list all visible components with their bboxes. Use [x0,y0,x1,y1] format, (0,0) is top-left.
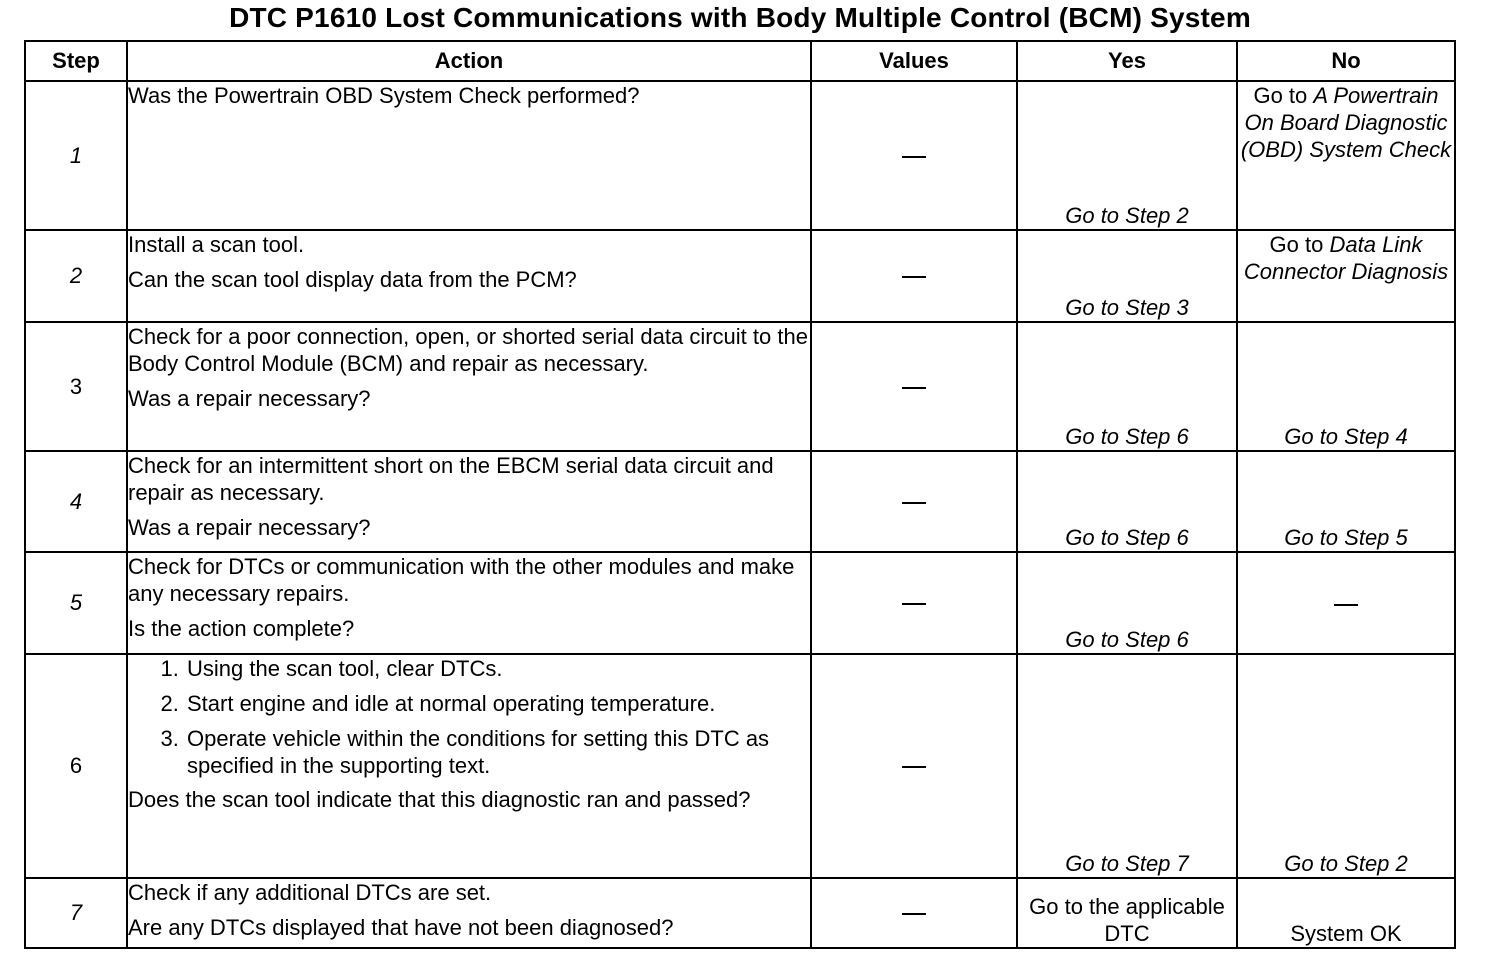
table-row [25,654,1455,878]
action-question: Are any DTCs displayed that have not been diagnosed? [128,915,674,940]
action-text: Check for an intermittent short on the EBCM serial data circuit and repair as necessary. [128,453,774,505]
no-prefix: Go to [1253,83,1308,108]
dash-mark [1334,604,1358,606]
action-text: Check for a poor connection, open, or shorted serial data circuit to the Body Control Module (BCM) and repair as necessary. [128,324,808,376]
header-action: Action [127,41,811,81]
header-values: Values [811,41,1017,81]
table-row [25,552,1455,654]
no-cell: Go to Step 4 [1237,322,1455,451]
header-step: Step [25,41,127,81]
action-question: Does the scan tool indicate that this diagnostic ran and passed? [128,787,751,812]
header-yes: Yes [1017,41,1237,81]
header-row [25,41,1455,81]
table-row [25,451,1455,552]
action-question: Was a repair necessary? [128,386,371,411]
step-number: 6 [25,654,127,878]
dash-mark [902,156,926,158]
no-cell [1237,552,1455,654]
values-cell [811,451,1017,552]
yes-cell: Go to Step 3 [1017,230,1237,322]
header-no: No [1237,41,1455,81]
table-row [25,878,1455,948]
page-title: DTC P1610 Lost Communications with Body Multiple Control (BCM) System [229,2,1251,33]
dtc-table [24,40,1456,949]
action-cell [127,81,811,230]
dash-mark [902,913,926,915]
values-cell [811,81,1017,230]
action-cell [127,552,811,654]
no-cell: Go to Step 2 [1237,654,1455,878]
no-prefix: Go to [1269,232,1324,257]
values-cell [811,322,1017,451]
dash-mark [902,766,926,768]
yes-cell: Go to Step 6 [1017,322,1237,451]
yes-cell: Go to Step 6 [1017,451,1237,552]
table-row [25,81,1455,230]
action-cell [127,654,811,878]
table-row [25,230,1455,322]
step-number: 1 [25,81,127,230]
table-row [25,322,1455,451]
action-text: Check for DTCs or communication with the other modules and make any necessary repairs. [128,554,795,606]
no-link: Data Link Connector Diagnosis [1243,232,1449,284]
action-cell [127,230,811,322]
step-number: 4 [25,451,127,552]
list-item: 1. Using the scan tool, clear DTCs. [185,655,810,682]
action-cell [127,451,811,552]
no-cell [1237,230,1455,322]
step-number: 2 [25,230,127,322]
yes-cell: Go to the applicable DTC [1017,878,1237,948]
action-question: Can the scan tool display data from the PCM? [128,267,577,292]
values-cell [811,654,1017,878]
step-number: 7 [25,878,127,948]
dash-mark [902,276,926,278]
action-text: Was the Powertrain OBD System Check performed? [128,83,640,108]
action-text: Install a scan tool. [128,232,305,257]
list-item: 3. Operate vehicle within the conditions for setting this DTC as specified in the supporting text. [185,725,810,779]
dash-mark [902,502,926,504]
dash-mark [902,603,926,605]
dash-mark [902,387,926,389]
action-steps-list [128,655,810,779]
action-cell [127,878,811,948]
values-cell [811,230,1017,322]
no-cell: System OK [1237,878,1455,948]
action-text: Check if any additional DTCs are set. [128,880,492,905]
yes-cell: Go to Step 2 [1017,81,1237,230]
no-link: A Powertrain On Board Diagnostic (OBD) System Check [1240,83,1452,162]
step-number: 3 [25,322,127,451]
step-number: 5 [25,552,127,654]
yes-cell: Go to Step 7 [1017,654,1237,878]
action-cell [127,322,811,451]
list-item: 2. Start engine and idle at normal operating temperature. [185,690,810,717]
yes-cell: Go to Step 6 [1017,552,1237,654]
action-question: Was a repair necessary? [128,515,371,540]
no-cell: Go to Step 5 [1237,451,1455,552]
values-cell [811,878,1017,948]
no-cell [1237,81,1455,230]
values-cell [811,552,1017,654]
action-question: Is the action complete? [128,616,355,641]
